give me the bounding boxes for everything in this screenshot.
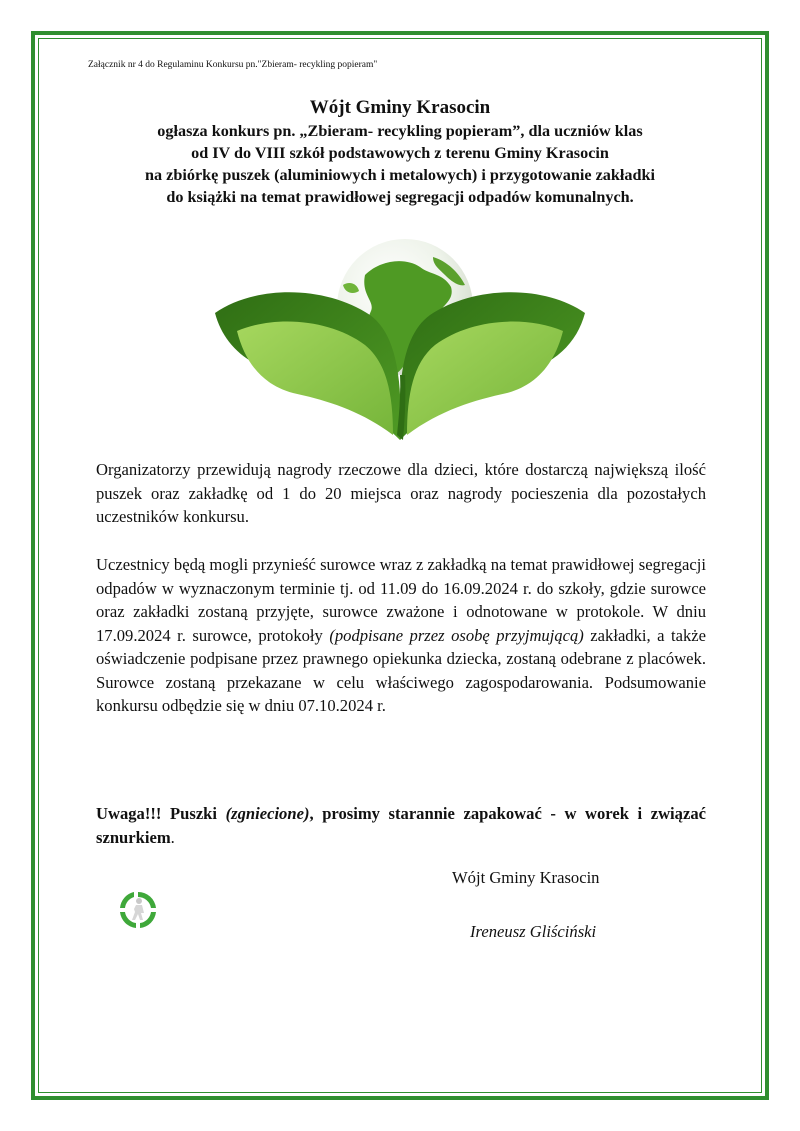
attachment-note: Załącznik nr 4 do Regulaminu Konkursu pn."Zbieram- recykling popieram"	[88, 60, 378, 70]
heading-line-2: od IV do VIII szkół podstawowych z terenu Gminy Krasocin	[191, 144, 609, 162]
paragraph-collection	[96, 553, 706, 718]
page-title: Wójt Gminy Krasocin	[309, 97, 491, 118]
heading-line-3: na zbiórkę puszek (aluminiowych i metalowych) i przygotowanie zakładki	[145, 166, 655, 184]
notice-end: .	[170, 827, 175, 847]
recycling-figure-icon	[114, 888, 162, 932]
announcement-heading	[60, 96, 740, 208]
paragraph-collection-italic: (podpisane przez osobę przyjmującą)	[329, 625, 584, 645]
paragraph-prizes: Organizatorzy przewidują nagrody rzeczowe dla dzieci, które dostarczą największą ilość puszek oraz zakładkę od 1 do 20 miejsca oraz nagrody pocieszenia dla pozostałych uczestników konkursu.	[96, 460, 706, 526]
heading-line-1: ogłasza konkurs pn. „Zbieram- recykling popieram”, dla uczniów klas	[157, 122, 643, 140]
signature-name: Ireneusz Gliściński	[470, 922, 597, 941]
paragraph-collection-text-2: zakładki, a także oświadczenie podpisane przez prawnego opiekunka dziecka, zostaną odebrane z placówek. Surowce zostaną przekazane w celu właściwego zagospodarowania. Podsumowanie konkursu odbędzie się w dniu 07.10.2024 r.	[96, 625, 706, 715]
signature-title: Wójt Gminy Krasocin	[452, 868, 600, 887]
notice-paragraph	[96, 802, 706, 849]
globe-with-leaves-icon	[215, 235, 585, 445]
heading-line-4: do książki na temat prawidłowej segregacji odpadów komunalnych.	[166, 188, 634, 206]
notice-start: Uwaga!!! Puszki	[96, 804, 226, 823]
notice-italic: (zgniecione)	[225, 804, 310, 823]
notice-middle: , prosimy starannie zapakować - w worek i związać sznurkiem	[96, 804, 706, 847]
paragraph-collection-text-1: Uczestnicy będą mogli przynieść surowce wraz z zakładką na temat prawidłowej segregacji odpadów w wyznaczonym terminie tj. od 11.09 do 16.09.2024 r. do szkoły, gdzie surowce oraz zakładki zostaną przyjęte, surowce zważone i odnotowane w protokole. W dniu 17.09.2024 r. surowce, protokoły	[96, 555, 706, 645]
